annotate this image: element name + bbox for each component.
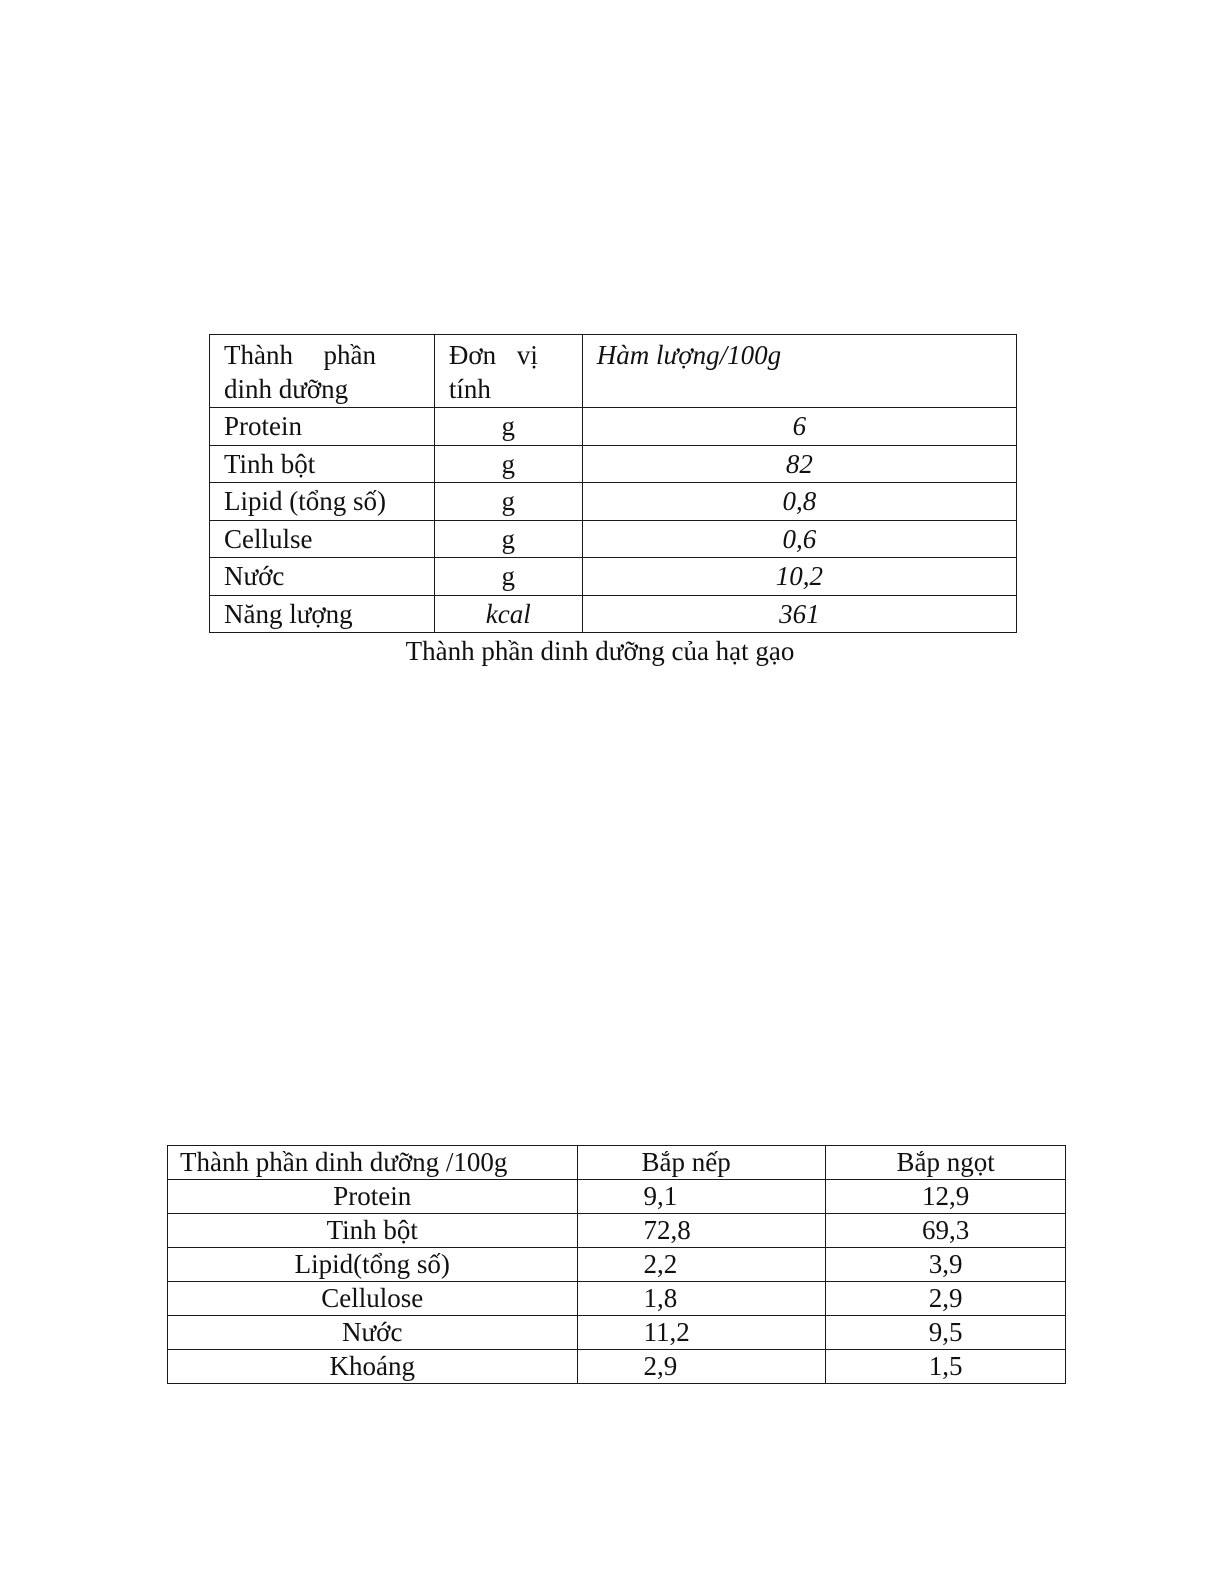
nutrient-unit: g — [434, 520, 582, 558]
nutrient-unit: g — [434, 445, 582, 483]
header-text: dinh dưỡng — [224, 374, 349, 404]
table-row — [168, 1316, 1066, 1350]
table-row — [168, 1180, 1066, 1214]
table-row — [168, 1350, 1066, 1384]
nutrient-value: 361 — [582, 595, 1016, 633]
nutrient-unit: g — [434, 408, 582, 446]
sweet-corn-value: 3,9 — [826, 1248, 1066, 1282]
corn-nutrition-table — [167, 1145, 1066, 1384]
sweet-corn-value: 2,9 — [826, 1282, 1066, 1316]
table-row — [210, 408, 1017, 446]
header-cell-amount: Hàm lượng/100g — [582, 335, 1016, 408]
nutrient-name: Tinh bột — [168, 1214, 578, 1248]
sweet-corn-value: 9,5 — [826, 1316, 1066, 1350]
nutrient-name: Cellulse — [210, 520, 435, 558]
sticky-corn-value: 1,8 — [577, 1282, 826, 1316]
nutrient-name: Lipid(tổng số) — [168, 1248, 578, 1282]
nutrient-name: Nước — [168, 1316, 578, 1350]
nutrient-name: Tinh bột — [210, 445, 435, 483]
table-header-row — [168, 1146, 1066, 1180]
nutrient-value: 82 — [582, 445, 1016, 483]
nutrient-name: Cellulose — [168, 1282, 578, 1316]
nutrient-name: Năng lượng — [210, 595, 435, 633]
sticky-corn-value: 72,8 — [577, 1214, 826, 1248]
nutrient-name: Protein — [168, 1180, 578, 1214]
table-row — [168, 1248, 1066, 1282]
sweet-corn-value: 12,9 — [826, 1180, 1066, 1214]
sticky-corn-value: 2,2 — [577, 1248, 826, 1282]
header-cell-sweet-corn: Bắp ngọt — [826, 1146, 1066, 1180]
header-cell-component — [210, 335, 435, 408]
header-cell-sticky-corn: Bắp nếp — [577, 1146, 826, 1180]
nutrient-value: 6 — [582, 408, 1016, 446]
nutrient-unit: g — [434, 483, 582, 521]
header-text: tính — [448, 374, 491, 404]
table-row — [168, 1282, 1066, 1316]
table-row — [210, 483, 1017, 521]
header-cell-component: Thành phần dinh dưỡng /100g — [168, 1146, 578, 1180]
table-row — [168, 1214, 1066, 1248]
nutrient-name: Lipid (tổng số) — [210, 483, 435, 521]
sticky-corn-value: 9,1 — [577, 1180, 826, 1214]
table-row — [210, 558, 1017, 596]
header-cell-unit — [434, 335, 582, 408]
header-text: Đơn — [448, 340, 497, 370]
table-header-row — [210, 335, 1017, 408]
sweet-corn-value: 1,5 — [826, 1350, 1066, 1384]
sweet-corn-value: 69,3 — [826, 1214, 1066, 1248]
nutrient-value: 10,2 — [582, 558, 1016, 596]
header-text: phần — [323, 340, 376, 370]
header-text: Thành — [224, 340, 293, 370]
nutrient-name: Khoáng — [168, 1350, 578, 1384]
nutrient-unit: g — [434, 558, 582, 596]
sticky-corn-value: 2,9 — [577, 1350, 826, 1384]
table-row — [210, 520, 1017, 558]
rice-nutrition-table — [209, 334, 1017, 633]
table-row — [210, 445, 1017, 483]
sticky-corn-value: 11,2 — [577, 1316, 826, 1350]
nutrient-value: 0,8 — [582, 483, 1016, 521]
table-row — [210, 595, 1017, 633]
nutrient-name: Protein — [210, 408, 435, 446]
nutrient-name: Nước — [210, 558, 435, 596]
table-caption: Thành phần dinh dưỡng của hạt gạo — [405, 636, 795, 666]
header-text: vị — [516, 340, 538, 370]
nutrient-value: 0,6 — [582, 520, 1016, 558]
nutrient-unit: kcal — [434, 595, 582, 633]
